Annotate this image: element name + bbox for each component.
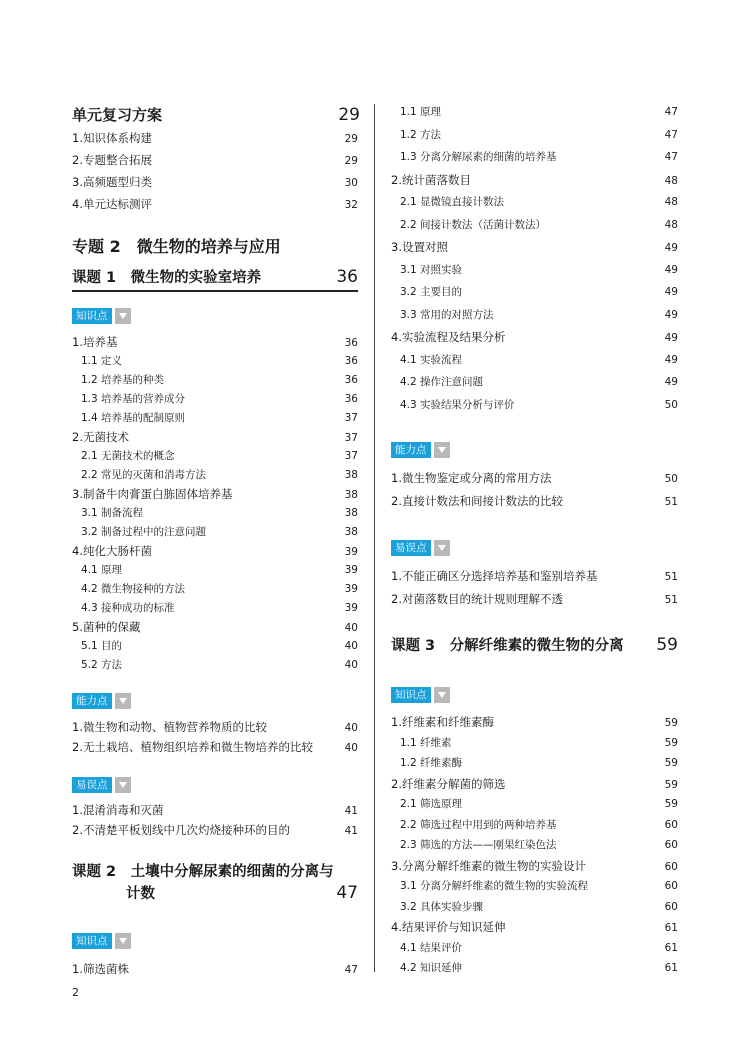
toc-page: 37 <box>344 450 358 462</box>
chevron-down-icon <box>434 540 450 556</box>
toc-subentry[interactable] <box>81 448 358 463</box>
toc-title: 4.1 原理 <box>81 564 123 576</box>
toc-page: 37 <box>344 412 358 424</box>
toc-entry[interactable] <box>72 174 358 190</box>
toc-title: 2.3 筛选的方法——刚果红染色法 <box>400 839 557 851</box>
toc-subentry[interactable] <box>81 562 358 577</box>
toc-subentry[interactable] <box>400 796 678 811</box>
ability-badge <box>391 442 450 458</box>
toc-page: 38 <box>344 489 358 501</box>
ability-badge <box>72 693 131 709</box>
toc-subentry[interactable] <box>400 217 678 232</box>
toc-title: 计数 <box>126 886 155 902</box>
toc-page: 49 <box>664 308 678 321</box>
toc-title: 单元复习方案 <box>72 106 163 124</box>
toc-title: 3.2 制备过程中的注意问题 <box>81 526 207 538</box>
toc-lesson-2[interactable] <box>72 882 358 903</box>
toc-title: 2.不清楚平板划线中几次灼烧接种环的目的 <box>72 823 290 837</box>
knowledge-badge <box>72 308 131 324</box>
toc-page: 29 <box>338 105 360 125</box>
toc-title: 1.1 定义 <box>81 355 123 367</box>
toc-page: 39 <box>344 583 358 595</box>
toc-page: 30 <box>344 177 358 189</box>
toc-subentry[interactable] <box>81 657 358 672</box>
toc-title: 3.设置对照 <box>391 240 448 254</box>
toc-title: 4.2 知识延伸 <box>400 962 463 974</box>
toc-page: 41 <box>344 805 358 817</box>
toc-subentry[interactable] <box>400 104 678 119</box>
toc-page: 36 <box>344 337 358 349</box>
toc-subentry[interactable] <box>81 505 358 520</box>
toc-title: 3.2 具体实验步骤 <box>400 900 484 913</box>
toc-page: 40 <box>344 622 358 634</box>
toc-page: 40 <box>344 742 358 754</box>
toc-title: 3.1 对照实验 <box>400 263 463 276</box>
toc-page: 29 <box>344 133 358 145</box>
toc-page: 47 <box>664 151 678 163</box>
toc-page: 47 <box>664 106 678 118</box>
toc-page: 38 <box>344 469 358 481</box>
toc-title: 1.3 分离分解尿素的细菌的培养基 <box>400 151 557 163</box>
topic-heading: 专题 2 微生物的培养与应用 <box>72 237 281 256</box>
mistake-badge <box>72 777 131 793</box>
toc-title: 3.2 主要目的 <box>400 286 463 298</box>
toc-title: 1.2 方法 <box>400 128 442 141</box>
toc-title: 1.2 纤维素酶 <box>400 757 463 769</box>
toc-page: 36 <box>344 393 358 405</box>
toc-title: 4.1 结果评价 <box>400 941 463 954</box>
toc-title: 1.3 培养基的营养成分 <box>81 393 186 405</box>
toc-title: 4.2 操作注意问题 <box>400 376 484 388</box>
toc-subentry[interactable] <box>81 581 358 596</box>
toc-subentry[interactable] <box>400 735 678 750</box>
toc-subentry[interactable] <box>81 524 358 539</box>
toc-subentry[interactable] <box>400 817 678 832</box>
toc-title: 2.无土栽培、植物组织培养和微生物培养的比较 <box>72 740 313 754</box>
toc-title: 课题 1 微生物的实验室培养 <box>72 270 262 286</box>
toc-entry[interactable] <box>391 714 678 730</box>
toc-title: 3.高频题型归类 <box>72 175 152 189</box>
chevron-down-icon <box>115 777 131 793</box>
toc-title: 1.培养基 <box>72 335 118 349</box>
toc-page: 39 <box>344 546 358 558</box>
toc-entry[interactable] <box>391 591 678 607</box>
toc-page: 51 <box>664 594 678 606</box>
toc-title: 5.菌种的保藏 <box>72 620 141 634</box>
toc-page: 60 <box>664 880 678 892</box>
toc-title: 3.制备牛肉膏蛋白胨固体培养基 <box>72 487 233 501</box>
badge-label: 易误点 <box>391 540 431 556</box>
toc-page: 59 <box>664 778 678 791</box>
chevron-down-icon <box>115 308 131 324</box>
toc-page: 49 <box>664 263 678 276</box>
toc-page: 29 <box>344 155 358 167</box>
page-number: 2 <box>72 986 79 999</box>
toc-page: 61 <box>664 922 678 934</box>
toc-subentry[interactable] <box>81 467 358 482</box>
toc-page: 51 <box>664 571 678 583</box>
column-divider <box>374 104 375 972</box>
toc-entry[interactable] <box>72 152 358 168</box>
toc-page: 36 <box>344 355 358 367</box>
toc-unit-review[interactable] <box>72 104 360 125</box>
toc-page: 59 <box>656 635 678 655</box>
toc-title: 2.对菌落数目的统计规则理解不透 <box>391 592 563 606</box>
toc-title: 2.1 显微镜直接计数法 <box>400 196 505 208</box>
toc-entry[interactable] <box>72 543 358 559</box>
toc-title: 2.纤维素分解菌的筛选 <box>391 776 506 791</box>
toc-subentry[interactable] <box>81 353 358 368</box>
toc-page: 49 <box>664 376 678 388</box>
toc-entry[interactable] <box>72 961 358 977</box>
toc-page: 47 <box>336 883 358 903</box>
toc-page: 49 <box>664 353 678 366</box>
toc-page: 36 <box>344 374 358 386</box>
toc-page: 49 <box>664 286 678 298</box>
toc-title: 4.结果评价与知识延伸 <box>391 920 506 934</box>
toc-title: 3.分离分解纤维素的微生物的实验设计 <box>391 858 586 873</box>
chevron-down-icon <box>115 933 131 949</box>
toc-entry[interactable] <box>391 329 678 345</box>
toc-entry[interactable] <box>391 172 678 188</box>
toc-page: 59 <box>664 717 678 729</box>
toc-page: 41 <box>344 825 358 837</box>
toc-entry[interactable] <box>391 239 678 255</box>
toc-page: 39 <box>344 602 358 614</box>
toc-title: 5.2 方法 <box>81 659 123 671</box>
toc-entry[interactable] <box>72 619 358 635</box>
chevron-down-icon <box>115 693 131 709</box>
badge-label: 知识点 <box>72 308 112 324</box>
toc-title: 4.2 微生物接种的方法 <box>81 583 186 595</box>
toc-page: 40 <box>344 640 358 652</box>
knowledge-badge <box>72 933 131 949</box>
toc-subentry[interactable] <box>400 878 678 893</box>
toc-title: 1.不能正确区分选择培养基和鉴别培养基 <box>391 569 598 583</box>
toc-page: 37 <box>344 432 358 444</box>
toc-entry[interactable] <box>391 493 678 509</box>
toc-page: 47 <box>344 964 358 976</box>
toc-page: 60 <box>664 860 678 873</box>
toc-title: 1.1 原理 <box>400 106 442 118</box>
toc-title: 2.专题整合拓展 <box>72 153 152 167</box>
toc-subentry[interactable] <box>400 149 678 164</box>
toc-page: 60 <box>664 818 678 831</box>
toc-title: 1.混淆消毒和灭菌 <box>72 803 164 817</box>
toc-subentry[interactable] <box>400 397 678 412</box>
toc-title: 4.实验流程及结果分析 <box>391 330 506 344</box>
toc-title: 2.直接计数法和间接计数法的比较 <box>391 494 563 508</box>
toc-title: 3.3 常用的对照方法 <box>400 308 494 321</box>
toc-title: 4.3 接种成功的标准 <box>81 602 175 614</box>
toc-subentry[interactable] <box>400 352 678 367</box>
knowledge-badge <box>391 687 450 703</box>
badge-label: 易误点 <box>72 777 112 793</box>
toc-subentry[interactable] <box>81 391 358 406</box>
toc-title: 1.微生物鉴定或分离的常用方法 <box>391 471 552 485</box>
toc-page: 40 <box>344 722 358 734</box>
toc-page: 36 <box>336 267 358 287</box>
toc-subentry[interactable] <box>400 960 678 975</box>
toc-subentry[interactable] <box>81 410 358 425</box>
badge-label: 知识点 <box>391 687 431 703</box>
toc-entry[interactable] <box>72 802 358 818</box>
toc-entry[interactable] <box>72 486 358 502</box>
toc-title: 2.2 常见的灭菌和消毒方法 <box>81 469 207 481</box>
toc-subentry[interactable] <box>400 194 678 209</box>
toc-subentry[interactable] <box>400 127 678 142</box>
toc-title: 3.1 分离分解纤维素的微生物的实验流程 <box>400 880 589 892</box>
toc-page: 39 <box>344 564 358 576</box>
toc-page: 50 <box>664 473 678 485</box>
toc-page: 48 <box>664 174 678 187</box>
toc-page: 40 <box>344 659 358 671</box>
toc-title: 2.2 间接计数法（活菌计数法） <box>400 218 547 231</box>
toc-entry[interactable] <box>72 196 358 212</box>
toc-page: 49 <box>664 332 678 344</box>
toc-page: 60 <box>664 900 678 913</box>
toc-subentry[interactable] <box>400 284 678 299</box>
toc-title: 1.1 纤维素 <box>400 736 452 749</box>
toc-page: 61 <box>664 962 678 974</box>
toc-subentry[interactable] <box>400 755 678 770</box>
toc-title: 1.微生物和动物、植物营养物质的比较 <box>72 720 267 734</box>
toc-title: 1.4 培养基的配制原则 <box>81 412 186 424</box>
toc-title: 1.2 培养基的种类 <box>81 374 165 386</box>
toc-subentry[interactable] <box>400 307 678 322</box>
divider <box>72 290 358 292</box>
toc-page: 38 <box>344 507 358 519</box>
toc-title: 4.1 实验流程 <box>400 353 463 366</box>
toc-subentry[interactable] <box>400 940 678 955</box>
toc-lesson-1[interactable] <box>72 266 358 287</box>
toc-page: 59 <box>664 736 678 749</box>
toc-page: 38 <box>344 526 358 538</box>
toc-page: 61 <box>664 941 678 954</box>
toc-title: 3.1 制备流程 <box>81 507 144 519</box>
toc-page: 49 <box>664 242 678 254</box>
toc-entry[interactable] <box>391 919 678 935</box>
toc-title: 2.1 筛选原理 <box>400 798 463 810</box>
toc-subentry[interactable] <box>81 372 358 387</box>
toc-page: 59 <box>664 798 678 810</box>
toc-page: 32 <box>344 199 358 211</box>
toc-page: 47 <box>664 128 678 141</box>
toc-lesson-3[interactable] <box>391 634 678 655</box>
toc-subentry[interactable] <box>400 837 678 852</box>
toc-page: 50 <box>664 398 678 411</box>
toc-title: 4.3 实验结果分析与评价 <box>400 398 515 411</box>
chevron-down-icon <box>434 687 450 703</box>
toc-subentry[interactable] <box>400 899 678 914</box>
toc-entry[interactable] <box>72 739 358 755</box>
chevron-down-icon <box>434 442 450 458</box>
badge-label: 能力点 <box>391 442 431 458</box>
toc-title: 5.1 目的 <box>81 640 123 652</box>
toc-entry[interactable] <box>391 470 678 486</box>
toc-entry[interactable] <box>72 130 358 146</box>
toc-title: 1.筛选菌株 <box>72 962 129 976</box>
toc-subentry[interactable] <box>400 262 678 277</box>
toc-entry[interactable] <box>72 822 358 838</box>
toc-page: 59 <box>664 757 678 769</box>
toc-subentry[interactable] <box>81 638 358 653</box>
mistake-badge <box>391 540 450 556</box>
toc-page: 51 <box>664 496 678 508</box>
toc-title: 2.2 筛选过程中用到的两种培养基 <box>400 818 557 831</box>
toc-title: 4.纯化大肠杆菌 <box>72 544 152 558</box>
toc-subentry[interactable] <box>81 600 358 615</box>
toc-entry[interactable] <box>72 429 358 445</box>
toc-title: 课题 3 分解纤维素的微生物的分离 <box>391 638 624 654</box>
toc-entry[interactable] <box>72 719 358 735</box>
badge-label: 能力点 <box>72 693 112 709</box>
toc-title: 2.统计菌落数目 <box>391 172 471 187</box>
toc-entry[interactable] <box>391 568 678 584</box>
toc-page: 48 <box>664 218 678 231</box>
toc-entry[interactable] <box>391 776 678 792</box>
badge-label: 知识点 <box>72 933 112 949</box>
toc-page: 60 <box>664 839 678 851</box>
toc-page: 48 <box>664 196 678 208</box>
toc-title: 2.无菌技术 <box>72 430 129 444</box>
toc-lesson-2-title[interactable]: 课题 2 土壤中分解尿素的细菌的分离与 <box>72 864 334 880</box>
toc-title: 1.纤维素和纤维素酶 <box>391 715 494 729</box>
toc-entry[interactable] <box>391 858 678 874</box>
toc-title: 2.1 无菌技术的概念 <box>81 450 175 462</box>
toc-entry[interactable] <box>72 334 358 350</box>
toc-title: 4.单元达标测评 <box>72 197 152 211</box>
toc-subentry[interactable] <box>400 374 678 389</box>
toc-title: 1.知识体系构建 <box>72 131 152 145</box>
